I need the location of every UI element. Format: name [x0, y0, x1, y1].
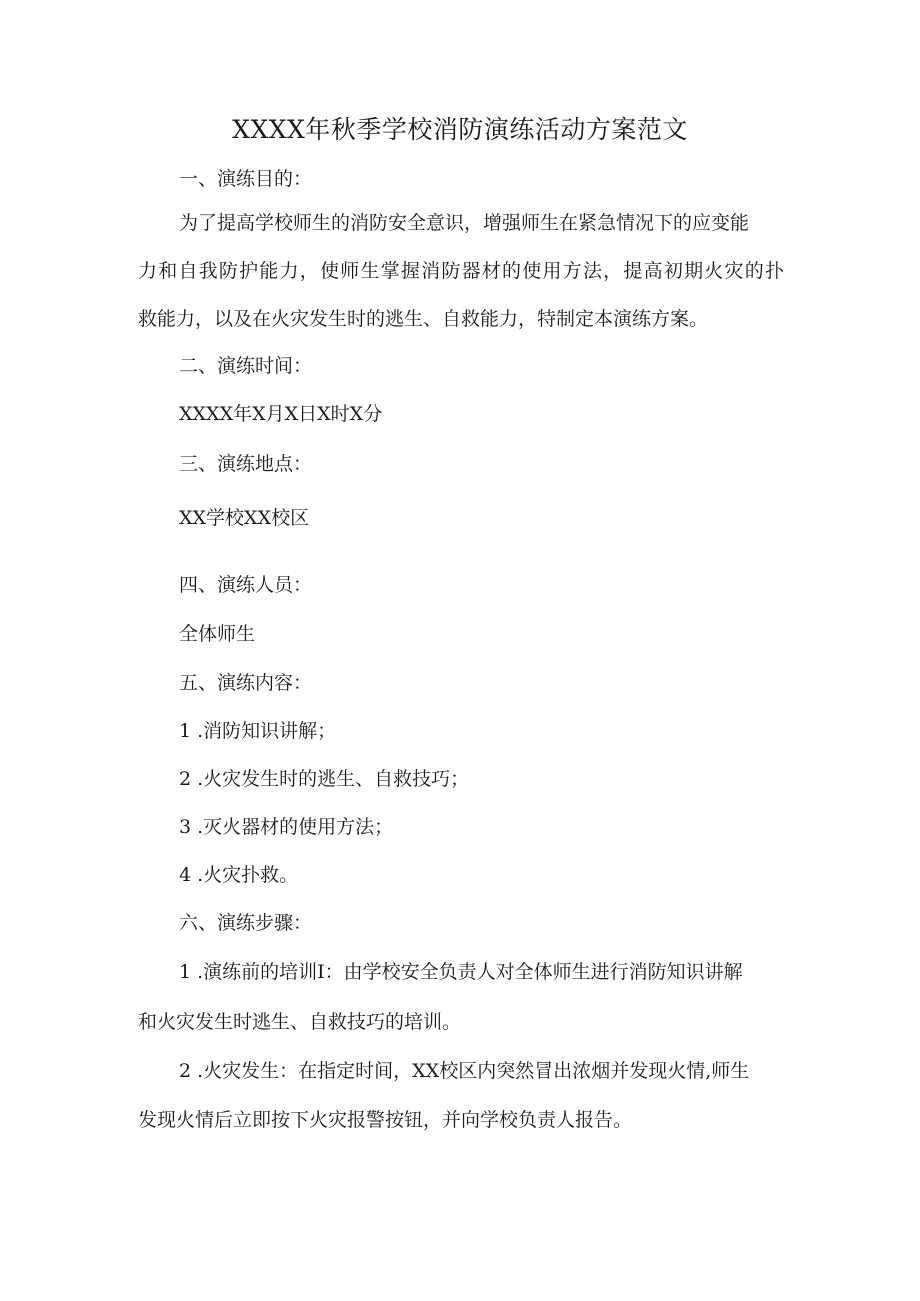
- document-title: XXXX年秋季学校消防演练活动方案范文: [232, 115, 688, 144]
- content-list-item: 4 .火灾扑救。: [179, 864, 299, 886]
- step-paragraph-line: 1 .演练前的培训I：由学校安全负责人对全体师生进行消防知识讲解: [179, 961, 743, 983]
- purpose-paragraph-line: 力和自我防护能力，使师生掌握消防器材的使用方法，提高初期火灾的扑: [138, 260, 784, 282]
- step-paragraph-line: 和火灾发生时逃生、自救技巧的培训。: [138, 1011, 462, 1033]
- section-heading-steps: 六、演练步骤：: [179, 912, 313, 934]
- section-heading-time: 二、演练时间：: [179, 355, 313, 377]
- step-paragraph-line: 2 .火灾发生：在指定时间，XX校区内突然冒出浓烟并发现火情,师生: [179, 1060, 750, 1082]
- drill-time-value: XXXX年X月X日X时X分: [179, 403, 383, 425]
- section-heading-content: 五、演练内容：: [179, 672, 313, 694]
- section-heading-location: 三、演练地点：: [179, 453, 313, 475]
- step-paragraph-line: 发现火情后立即按下火灾报警按钮，并向学校负责人报告。: [138, 1109, 633, 1131]
- content-list-item: 2 .火灾发生时的逃生、自救技巧；: [179, 768, 470, 790]
- purpose-paragraph-line: 救能力，以及在火灾发生时的逃生、自救能力，特制定本演练方案。: [138, 308, 709, 330]
- drill-location-value: XX学校XX校区: [179, 507, 310, 529]
- purpose-paragraph-line: 为了提高学校师生的消防安全意识，增强师生在紧急情况下的应变能: [179, 212, 750, 234]
- drill-personnel-value: 全体师生: [179, 623, 256, 645]
- section-heading-personnel: 四、演练人员：: [179, 574, 313, 596]
- content-list-item: 1 .消防知识讲解；: [179, 720, 337, 742]
- content-list-item: 3 .灭火器材的使用方法；: [179, 816, 394, 838]
- section-heading-purpose: 一、演练目的：: [179, 168, 313, 190]
